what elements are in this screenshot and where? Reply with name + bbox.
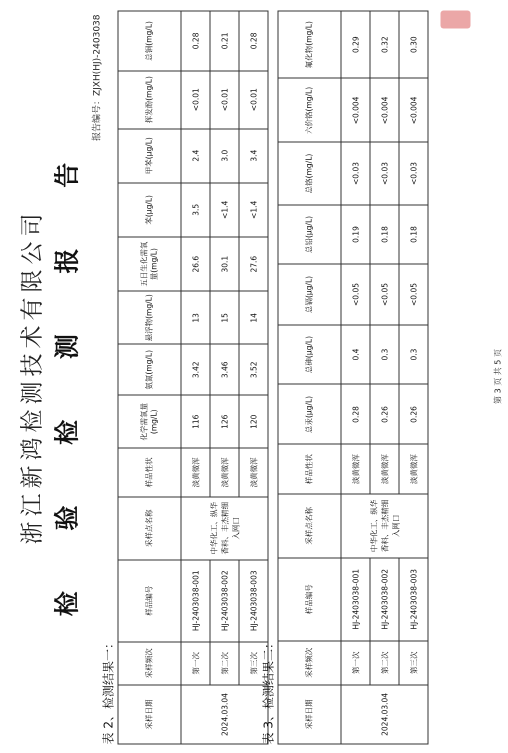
sampling-date: 2024.03.04 xyxy=(181,685,268,744)
sample-id: HJ-2403038-002 xyxy=(210,560,239,642)
table-cell: 0.30 xyxy=(399,11,428,78)
table-cell: 0.18 xyxy=(399,205,428,265)
table-row xyxy=(399,11,428,744)
table-row xyxy=(181,11,210,744)
table-header-cell: 六价铬(mg/L) xyxy=(278,78,341,142)
table-header-cell: 采样日期 xyxy=(278,685,341,744)
table-header-cell: 样品编号 xyxy=(278,558,341,641)
table-cell: 14 xyxy=(239,291,268,344)
table-cell: 0.28 xyxy=(341,384,370,444)
results-table-2 xyxy=(278,11,429,745)
sample-appearance: 淡黄微浑 xyxy=(341,444,370,493)
table-cell: 3.46 xyxy=(210,344,239,395)
table-cell: <0.01 xyxy=(210,71,239,129)
table-header-cell: 甲苯(μg/L) xyxy=(118,129,181,183)
table-cell: 0.21 xyxy=(210,11,239,71)
table-cell: <0.01 xyxy=(239,71,268,129)
table-cell: 120 xyxy=(239,395,268,448)
table-cell: 3.0 xyxy=(210,129,239,183)
table-cell: 0.28 xyxy=(239,11,268,71)
sample-appearance: 淡黄微浑 xyxy=(181,448,210,497)
sampling-site: 中华化工、纵华香料、丰杰精细入网口 xyxy=(181,497,268,560)
table-cell: <0.05 xyxy=(399,264,428,324)
table-header-cell: 采样频次 xyxy=(118,642,181,685)
sampling-frequency: 第三次 xyxy=(239,642,268,685)
sampling-frequency: 第二次 xyxy=(210,642,239,685)
table2-caption: 表 2、检测结果一： xyxy=(101,637,116,745)
red-seal-stamp xyxy=(441,11,471,29)
sampling-date: 2024.03.04 xyxy=(341,685,428,744)
table-cell: <0.05 xyxy=(341,264,370,324)
table-row xyxy=(370,11,399,744)
sampling-frequency: 第三次 xyxy=(399,641,428,685)
table-cell: 126 xyxy=(210,395,239,448)
table-header-cell: 苯(μg/L) xyxy=(118,183,181,237)
sampling-frequency: 第一次 xyxy=(341,641,370,685)
table-header-cell: 总铅(μg/L) xyxy=(278,205,341,265)
table-cell: 0.28 xyxy=(181,11,210,71)
table-cell: <1.4 xyxy=(210,183,239,237)
table-cell: <0.03 xyxy=(399,143,428,205)
table-cell: 13 xyxy=(181,291,210,344)
sample-appearance: 淡黄微浑 xyxy=(210,448,239,497)
sampling-frequency: 第一次 xyxy=(181,642,210,685)
table-cell: 26.6 xyxy=(181,237,210,292)
table-cell: 0.3 xyxy=(370,325,399,385)
sample-appearance: 淡黄微浑 xyxy=(239,448,268,497)
table-cell: <0.03 xyxy=(370,143,399,205)
results-table-1 xyxy=(118,11,269,745)
sample-appearance: 淡黄微浑 xyxy=(370,444,399,493)
table-cell: <0.05 xyxy=(370,264,399,324)
table-header-cell: 总汞(μg/L) xyxy=(278,384,341,444)
table-header-cell: 采样频次 xyxy=(278,641,341,685)
table-header-row xyxy=(278,11,341,744)
table-header-cell: 采样日期 xyxy=(118,685,181,744)
table-header-cell: 化学需氧量(mg/L) xyxy=(118,395,181,448)
table-cell: 116 xyxy=(181,395,210,448)
table-header-cell: 氨氮(mg/L) xyxy=(118,344,181,395)
table-header-cell: 样品性状 xyxy=(278,444,341,493)
table-cell: <0.004 xyxy=(341,78,370,142)
table-header-row xyxy=(118,11,181,744)
table-cell: 0.26 xyxy=(399,384,428,444)
sample-id: HJ-2403038-002 xyxy=(370,558,399,641)
table-header-cell: 五日生化需氧量(mg/L) xyxy=(118,237,181,292)
table-cell: <0.004 xyxy=(399,78,428,142)
table-header-cell: 采样点名称 xyxy=(118,497,181,560)
table-row xyxy=(341,11,370,744)
table-header-cell: 氟化物(mg/L) xyxy=(278,11,341,78)
sample-appearance: 淡黄微浑 xyxy=(399,444,428,493)
table-row xyxy=(210,11,239,744)
table-cell: 3.5 xyxy=(181,183,210,237)
table3-caption: 表 3、检测结果二： xyxy=(261,637,276,745)
table-cell: 15 xyxy=(210,291,239,344)
table-header-cell: 样品性状 xyxy=(118,448,181,497)
sample-id: HJ-2403038-003 xyxy=(239,560,268,642)
table-cell: 3.52 xyxy=(239,344,268,395)
table-header-cell: 总铬(mg/L) xyxy=(278,143,341,205)
company-name: 浙江新鸿检测技术有限公司 xyxy=(19,208,46,545)
table-cell: 0.18 xyxy=(370,205,399,265)
table-cell: 2.4 xyxy=(181,129,210,183)
sampling-site: 中华化工、纵华香料、丰杰精细入网口 xyxy=(341,494,428,558)
table-header-cell: 悬浮物(mg/L) xyxy=(118,291,181,344)
table-cell: 30.1 xyxy=(210,237,239,292)
table-cell: 3.42 xyxy=(181,344,210,395)
table-cell: 27.6 xyxy=(239,237,268,292)
sample-id: HJ-2403038-001 xyxy=(341,558,370,641)
table-cell: <0.03 xyxy=(341,143,370,205)
table-cell: 0.4 xyxy=(341,325,370,385)
report-page xyxy=(0,5,508,749)
table-header-cell: 样品编号 xyxy=(118,560,181,642)
table-cell: 0.32 xyxy=(370,11,399,78)
table-header-cell: 挥发酚(mg/L) xyxy=(118,71,181,129)
table-header-cell: 总铜(mg/L) xyxy=(118,11,181,71)
table-cell: <0.01 xyxy=(181,71,210,129)
page-footer: 第 3 页 共 5 页 xyxy=(493,349,503,404)
sampling-frequency: 第二次 xyxy=(370,641,399,685)
table-cell: 0.29 xyxy=(341,11,370,78)
table-cell: <1.4 xyxy=(239,183,268,237)
table-cell: 0.19 xyxy=(341,205,370,265)
table-cell: 0.26 xyxy=(370,384,399,444)
table-row xyxy=(239,11,268,744)
table-header-cell: 总镉(μg/L) xyxy=(278,264,341,324)
table-header-cell: 总砷(μg/L) xyxy=(278,325,341,385)
report-title: 检 验 检 测 报 告 xyxy=(52,136,82,617)
table-header-cell: 采样点名称 xyxy=(278,494,341,558)
table-cell: 3.4 xyxy=(239,129,268,183)
report-number: 报告编号：ZJXH(HJ)-2403038 xyxy=(92,14,103,142)
table-cell: 0.3 xyxy=(399,325,428,385)
sample-id: HJ-2403038-001 xyxy=(181,560,210,642)
sample-id: HJ-2403038-003 xyxy=(399,558,428,641)
table-cell: <0.004 xyxy=(370,78,399,142)
